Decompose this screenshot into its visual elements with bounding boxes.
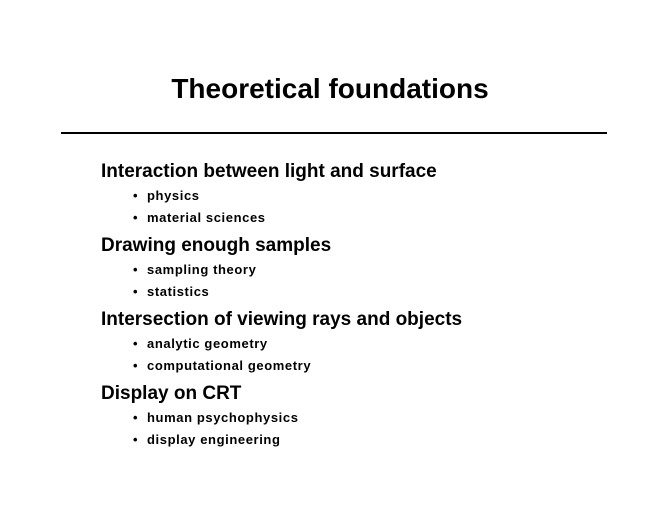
section-heading: Display on CRT bbox=[101, 383, 242, 404]
list-item-label: material sciences bbox=[147, 210, 266, 225]
list-item bbox=[101, 207, 641, 229]
sub-list bbox=[101, 185, 641, 229]
slide-content bbox=[101, 158, 641, 454]
list-item-label: statistics bbox=[147, 284, 210, 299]
section-intersection bbox=[101, 306, 641, 377]
list-item-label: display engineering bbox=[147, 432, 281, 447]
list-item bbox=[101, 281, 641, 303]
list-item bbox=[101, 185, 641, 207]
sub-list bbox=[101, 333, 641, 377]
list-item bbox=[101, 333, 641, 355]
bullet-icon: • bbox=[133, 262, 139, 277]
section-display bbox=[101, 380, 641, 451]
title-divider bbox=[61, 132, 607, 134]
slide-title: Theoretical foundations bbox=[171, 73, 489, 104]
list-item-label: physics bbox=[147, 188, 200, 203]
section-heading: Intersection of viewing rays and objects bbox=[101, 309, 463, 330]
bullet-icon: • bbox=[133, 432, 139, 447]
section-heading: Drawing enough samples bbox=[101, 235, 332, 256]
list-item bbox=[101, 429, 641, 451]
section-samples bbox=[101, 232, 641, 303]
bullet-icon: • bbox=[133, 188, 139, 203]
list-item-label: computational geometry bbox=[147, 358, 312, 373]
list-item-label: analytic geometry bbox=[147, 336, 268, 351]
list-item-label: human psychophysics bbox=[147, 410, 299, 425]
section-light-surface bbox=[101, 158, 641, 229]
bullet-icon: • bbox=[133, 358, 139, 373]
bullet-icon: • bbox=[133, 410, 139, 425]
sub-list bbox=[101, 259, 641, 303]
bullet-icon: • bbox=[133, 210, 139, 225]
section-heading: Interaction between light and surface bbox=[101, 161, 437, 182]
bullet-icon: • bbox=[133, 336, 139, 351]
bullet-icon: • bbox=[133, 284, 139, 299]
sub-list bbox=[101, 407, 641, 451]
list-item-label: sampling theory bbox=[147, 262, 257, 277]
list-item bbox=[101, 407, 641, 429]
list-item bbox=[101, 355, 641, 377]
list-item bbox=[101, 259, 641, 281]
